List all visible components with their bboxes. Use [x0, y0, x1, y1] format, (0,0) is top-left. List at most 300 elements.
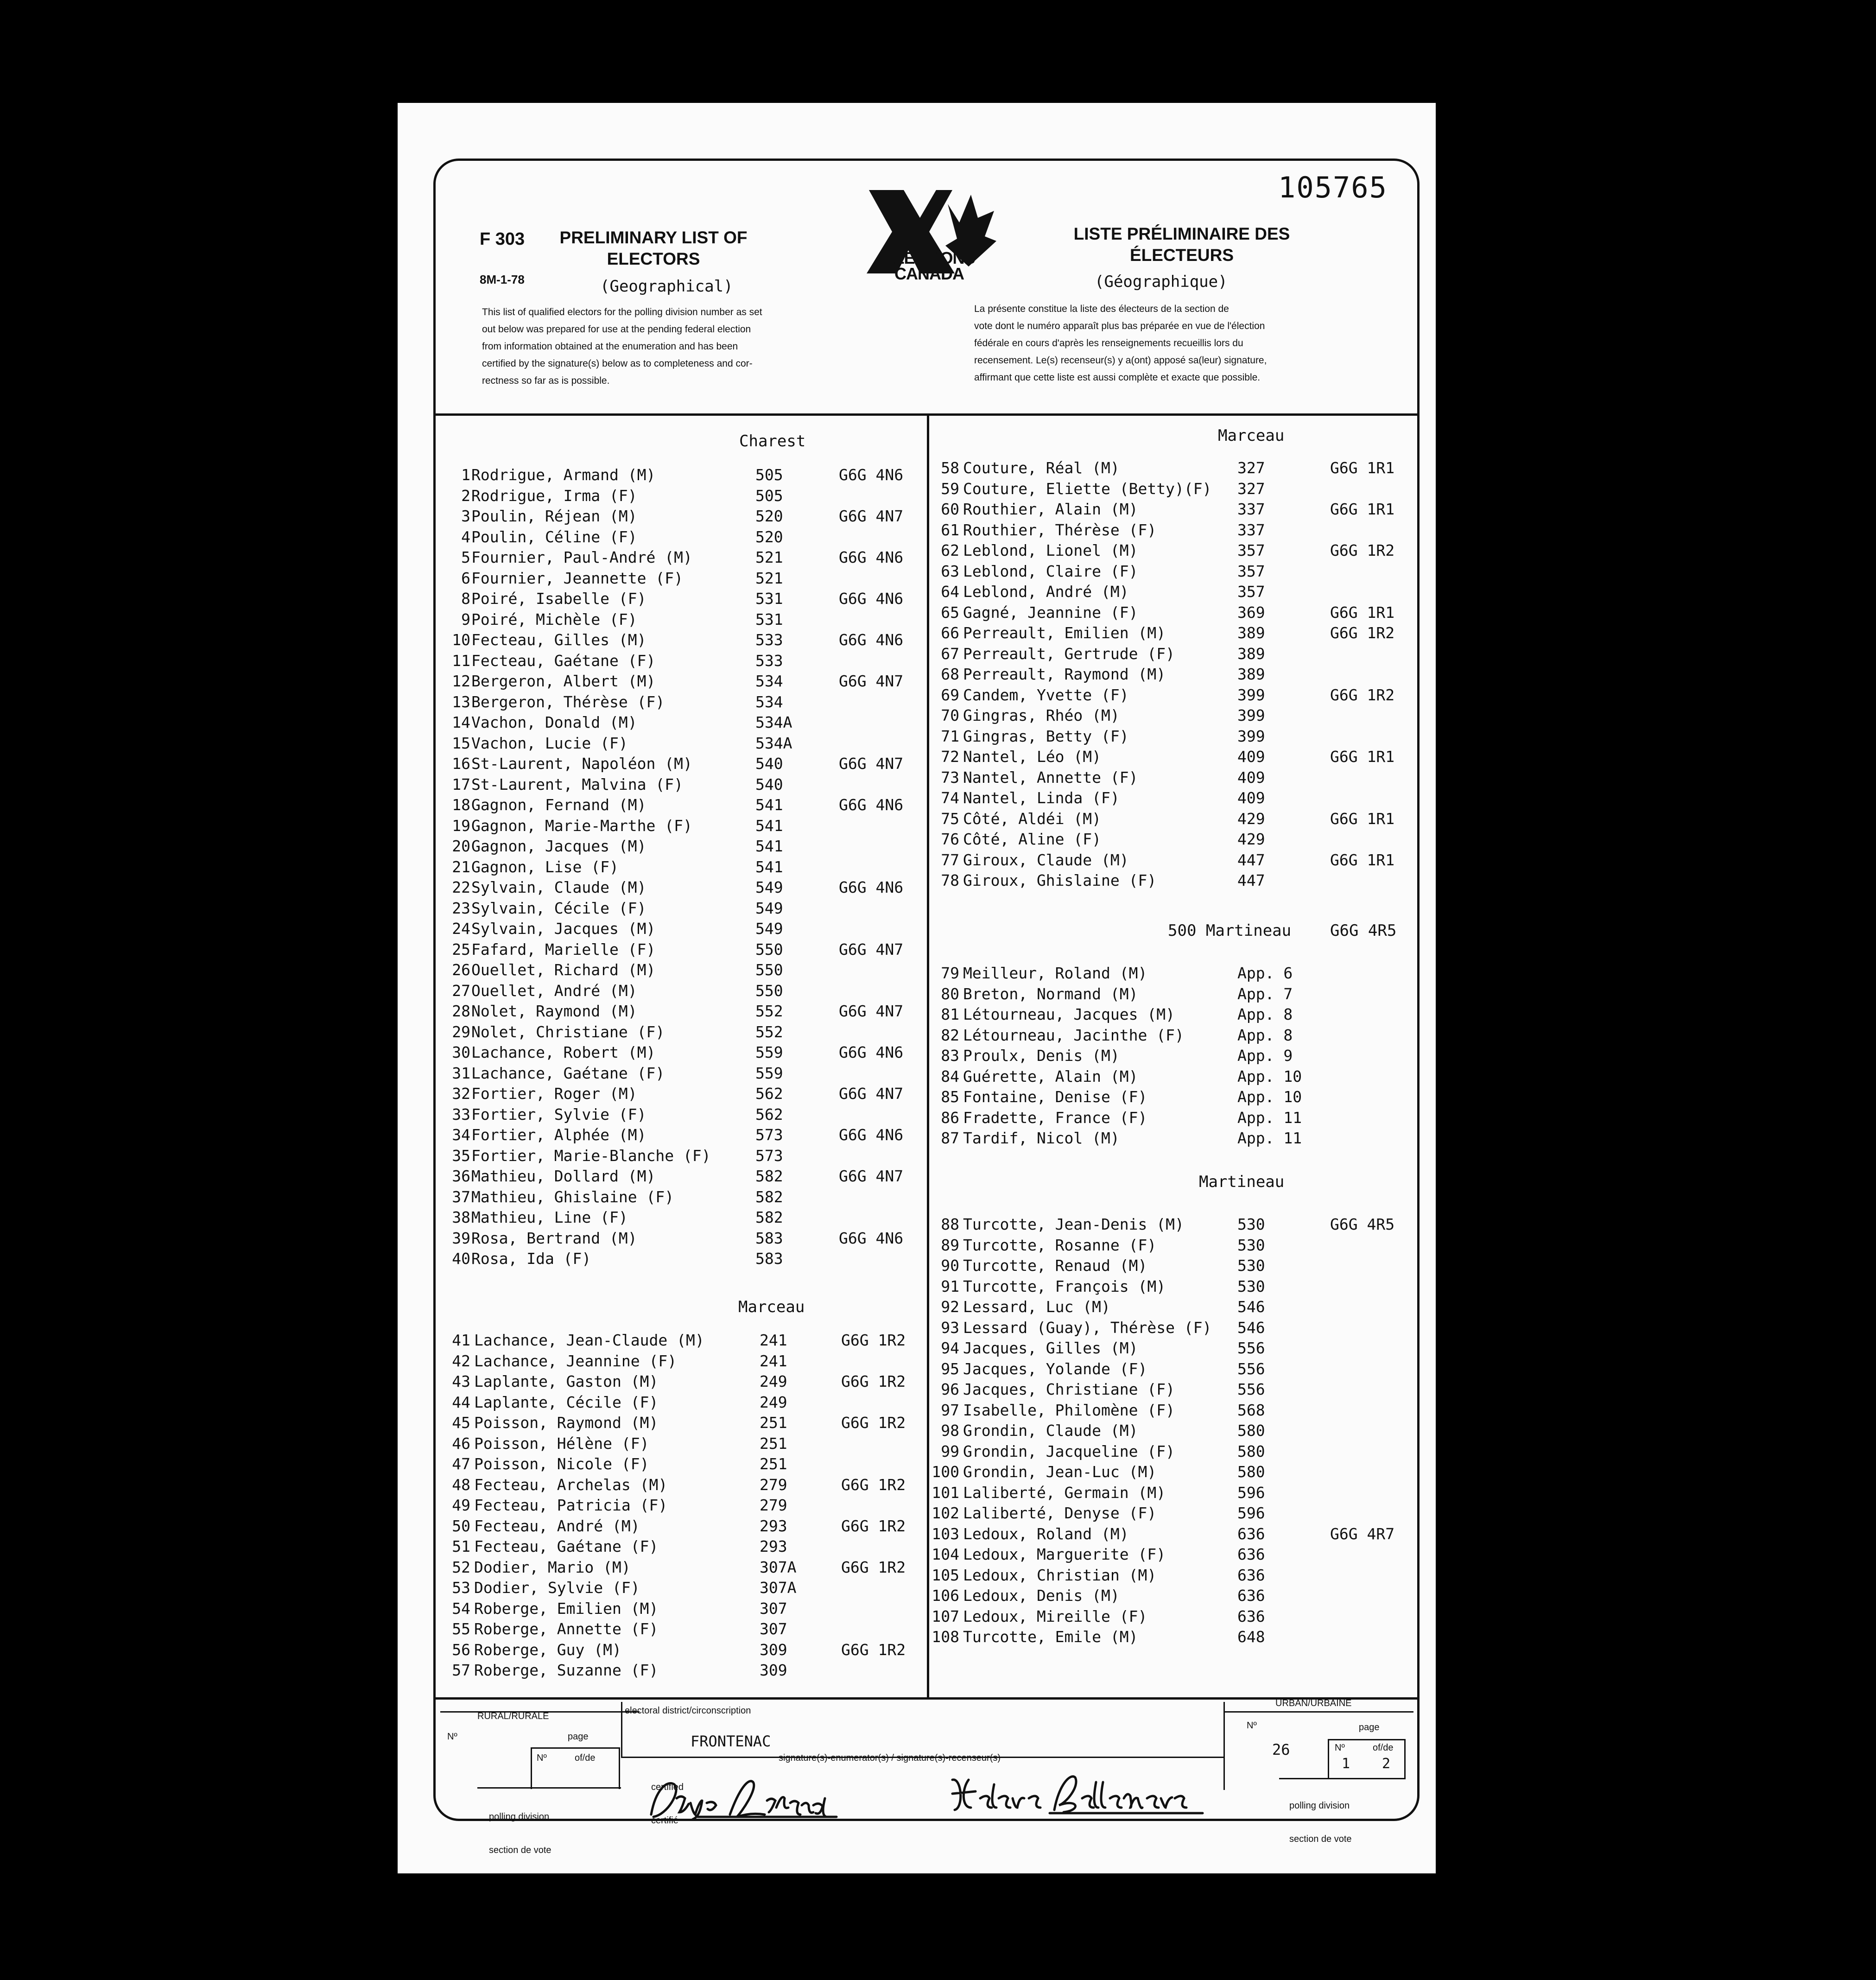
- urban-box-left: [1328, 1739, 1329, 1778]
- subtitle-fr: (Géographique): [1095, 273, 1228, 291]
- elector-postal-code: G6G 4N7: [839, 1167, 904, 1185]
- elector-row: [443, 1001, 925, 1022]
- urban-divider: [1223, 1702, 1225, 1790]
- elector-row: [443, 651, 925, 672]
- elector-number: 103: [932, 1524, 959, 1543]
- elector-name: Roberge, Guy (M): [474, 1640, 621, 1659]
- elector-postal-code: G6G 1R2: [841, 1414, 906, 1432]
- elector-row: [932, 520, 1413, 541]
- elector-number: 96: [941, 1380, 959, 1398]
- elector-name: Fournier, Jeannette (F): [471, 569, 683, 587]
- elector-row: [932, 1235, 1413, 1256]
- elector-row: [443, 1125, 925, 1146]
- elector-name: St-Laurent, Malvina (F): [471, 775, 683, 793]
- elector-postal-code: G6G 4N7: [839, 672, 904, 690]
- elector-number: 102: [932, 1504, 959, 1522]
- elector-row: [443, 919, 925, 939]
- elector-number: 104: [932, 1545, 959, 1563]
- elector-row: [443, 939, 925, 960]
- elector-postal-code: G6G 4N6: [839, 1126, 904, 1144]
- elector-name: Giroux, Claude (M): [963, 850, 1129, 869]
- elector-row: [932, 479, 1413, 500]
- elector-name: Laplante, Gaston (M): [474, 1372, 659, 1390]
- elector-name: Gingras, Betty (F): [963, 727, 1129, 745]
- signature-enumerator-2: [943, 1766, 1230, 1817]
- elector-address: 573: [755, 1146, 783, 1165]
- elector-postal-code: G6G 4N6: [839, 796, 904, 814]
- elector-row: [932, 1441, 1413, 1462]
- elector-number: 64: [941, 583, 959, 601]
- elector-name: Fortier, Roger (M): [471, 1085, 637, 1103]
- elector-address: 369: [1237, 603, 1265, 622]
- elector-row: [932, 1524, 1413, 1545]
- elector-row: [443, 1351, 925, 1372]
- elector-address: App. 10: [1237, 1067, 1302, 1085]
- elector-number: 48: [452, 1475, 470, 1494]
- elector-address: 573: [755, 1126, 783, 1144]
- elector-row: [932, 870, 1413, 891]
- elector-number: 85: [941, 1088, 959, 1106]
- subtitle-en: (Geographical): [600, 277, 733, 296]
- elector-name: Fecteau, Gaétane (F): [474, 1537, 659, 1555]
- title-fr: LISTE PRÉLIMINAIRE DES ÉLECTEURS: [1073, 224, 1290, 265]
- elector-row: [443, 795, 925, 816]
- elector-row: [443, 527, 925, 548]
- elector-address: 550: [755, 981, 783, 1000]
- elector-number: 39: [452, 1229, 470, 1247]
- elector-number: 17: [452, 775, 470, 793]
- elector-name: Fecteau, Gaétane (F): [471, 651, 656, 670]
- elector-row: [932, 1379, 1413, 1400]
- elector-address: App. 7: [1237, 984, 1293, 1003]
- elector-number: 75: [941, 809, 959, 828]
- elector-name: Nantel, Annette (F): [963, 768, 1138, 787]
- elector-number: 2: [461, 486, 470, 505]
- elector-address: 279: [760, 1496, 787, 1514]
- elector-address: 534: [755, 672, 783, 690]
- elector-row: [932, 747, 1413, 768]
- elector-name: Poisson, Hélène (F): [474, 1434, 649, 1453]
- elector-name: Côté, Aldéi (M): [963, 809, 1102, 828]
- elector-address: 429: [1237, 830, 1265, 848]
- elector-name: Roberge, Emilien (M): [474, 1599, 659, 1618]
- elector-name: Leblond, Claire (F): [963, 562, 1138, 580]
- elector-number: 84: [941, 1067, 959, 1085]
- elector-name: Fecteau, André (M): [474, 1517, 640, 1535]
- elector-postal-code: G6G 4N6: [839, 1229, 904, 1247]
- elector-row: [443, 1207, 925, 1228]
- elector-address: 409: [1237, 789, 1265, 807]
- rural-box-bottom: [477, 1787, 621, 1789]
- elector-number: 44: [452, 1393, 470, 1411]
- elector-address: 648: [1237, 1628, 1265, 1646]
- elector-number: 43: [452, 1372, 470, 1390]
- elector-name: Leblond, Lionel (M): [963, 541, 1138, 559]
- elector-row: [932, 768, 1413, 788]
- elector-name: Bergeron, Albert (M): [471, 672, 656, 690]
- elector-row: [932, 1359, 1413, 1380]
- elector-row: [932, 561, 1413, 582]
- urban-page-of-label: of/de: [1373, 1743, 1394, 1753]
- elector-address: 582: [755, 1187, 783, 1206]
- elector-number: 66: [941, 624, 959, 642]
- elector-address: 636: [1237, 1524, 1265, 1543]
- elector-row: [932, 1606, 1413, 1627]
- elector-row: [932, 963, 1413, 984]
- elector-row: [932, 1400, 1413, 1421]
- elector-name: Jacques, Christiane (F): [963, 1380, 1175, 1398]
- elector-name: Poiré, Michèle (F): [471, 610, 637, 628]
- electoral-district-label: electoral district/circonscription: [625, 1706, 751, 1716]
- elector-name: Gagné, Jeannine (F): [963, 603, 1138, 622]
- elector-number: 79: [941, 964, 959, 982]
- elector-row: [932, 1483, 1413, 1504]
- elector-address: 580: [1237, 1442, 1265, 1460]
- elector-name: Laliberté, Germain (M): [963, 1483, 1166, 1502]
- elector-number: 27: [452, 981, 470, 1000]
- district-divider: [621, 1702, 622, 1758]
- elector-row: [932, 1066, 1413, 1087]
- elector-name: Côté, Aline (F): [963, 830, 1102, 848]
- elector-number: 89: [941, 1236, 959, 1254]
- elector-name: Ledoux, Marguerite (F): [963, 1545, 1166, 1563]
- intro-fr: La présente constitue la liste des électeurs de la section de vote dont le numéro apparaît plus bas préparée en vue de l'élection fédérale en cours d'après les renseignements recueillis lors du recensement. Le(s) recenseur(s) y a(ont) apposé sa(leur) signature, affirmant que cette liste est aussi complète et exacte que possible.: [974, 304, 1267, 383]
- rural-page-no-label: Nº: [537, 1753, 547, 1763]
- elector-address: 580: [1237, 1422, 1265, 1440]
- certified-label: certified certifié: [651, 1782, 684, 1826]
- elector-address: 399: [1237, 727, 1265, 745]
- elector-name: Mathieu, Line (F): [471, 1208, 628, 1226]
- elector-address: 556: [1237, 1380, 1265, 1398]
- elector-postal-code: G6G 1R1: [1330, 850, 1395, 869]
- elector-number: 88: [941, 1215, 959, 1233]
- elector-name: Lessard, Luc (M): [963, 1298, 1110, 1316]
- elector-address: 337: [1237, 500, 1265, 518]
- elector-name: Fontaine, Denise (F): [963, 1088, 1147, 1106]
- elector-row: [443, 1330, 925, 1351]
- elector-name: Jacques, Yolande (F): [963, 1359, 1147, 1378]
- elector-address: 505: [755, 486, 783, 505]
- elector-number: 68: [941, 665, 959, 683]
- elector-number: 26: [452, 961, 470, 979]
- elector-number: 87: [941, 1129, 959, 1147]
- elector-number: 33: [452, 1105, 470, 1123]
- elector-name: Roberge, Annette (F): [474, 1620, 659, 1638]
- elector-name: Fafard, Marielle (F): [471, 940, 656, 958]
- elector-number: 35: [452, 1146, 470, 1165]
- elector-row: [932, 984, 1413, 1005]
- elector-number: 30: [452, 1043, 470, 1061]
- elector-postal-code: G6G 1R2: [841, 1558, 906, 1576]
- elector-number: 76: [941, 830, 959, 848]
- rural-label: RURAL/RURALE: [477, 1711, 549, 1721]
- elector-address: 546: [1237, 1298, 1265, 1316]
- elector-row: [932, 623, 1413, 644]
- elector-number: 92: [941, 1298, 959, 1316]
- elector-row: [443, 898, 925, 919]
- elector-number: 9: [461, 610, 470, 628]
- elector-postal-code: G6G 1R2: [1330, 624, 1395, 642]
- elector-row: [932, 1565, 1413, 1586]
- elector-number: 10: [452, 631, 470, 649]
- elector-row: [443, 981, 925, 1002]
- elector-name: Fortier, Sylvie (F): [471, 1105, 646, 1123]
- elector-number: 24: [452, 920, 470, 938]
- elector-address: 249: [760, 1372, 787, 1390]
- logo-text: ELECTIONS CANADA: [883, 248, 975, 283]
- elector-row: [443, 1084, 925, 1104]
- elector-name: Nolet, Raymond (M): [471, 1002, 637, 1020]
- elector-name: Fecteau, Gilles (M): [471, 631, 646, 649]
- elector-number: 21: [452, 857, 470, 876]
- footer-divider: [433, 1697, 1420, 1700]
- elector-name: Poulin, Céline (F): [471, 527, 637, 546]
- elector-address: 521: [755, 569, 783, 587]
- elector-name: St-Laurent, Napoléon (M): [471, 755, 692, 773]
- elector-address: 582: [755, 1167, 783, 1185]
- elector-row: [443, 774, 925, 795]
- urban-underline: [1223, 1711, 1413, 1713]
- elector-address: 293: [760, 1537, 787, 1555]
- elector-postal-code: G6G 1R2: [1330, 685, 1395, 704]
- elector-name: Lachance, Gaétane (F): [471, 1064, 665, 1082]
- elector-row: [443, 1619, 925, 1640]
- elector-number: 101: [932, 1483, 959, 1502]
- elector-number: 86: [941, 1108, 959, 1127]
- elector-row: [443, 547, 925, 568]
- rural-box-left: [531, 1747, 532, 1789]
- elector-address: 307: [760, 1620, 787, 1638]
- elector-address: 559: [755, 1064, 783, 1082]
- elector-name: Vachon, Lucie (F): [471, 734, 628, 752]
- elector-name: Nantel, Léo (M): [963, 748, 1102, 766]
- elector-row: [443, 568, 925, 589]
- section-heading-marceau-right: Marceau: [1218, 426, 1285, 445]
- elector-number: 71: [941, 727, 959, 745]
- elector-address: 337: [1237, 520, 1265, 539]
- elector-name: Vachon, Donald (M): [471, 713, 637, 731]
- elector-number: 69: [941, 685, 959, 704]
- elector-number: 46: [452, 1434, 470, 1453]
- elector-postal-code: G6G 1R2: [841, 1475, 906, 1494]
- elector-address: 327: [1237, 479, 1265, 498]
- elector-name: Turcotte, Renaud (M): [963, 1257, 1147, 1275]
- elector-list-charest: [443, 465, 925, 1269]
- elector-name: Laliberté, Denyse (F): [963, 1504, 1157, 1522]
- polling-division-value: 26: [1272, 1741, 1290, 1758]
- elector-number: 1: [461, 466, 470, 484]
- elector-row: [443, 1146, 925, 1167]
- elector-address: App. 11: [1237, 1129, 1302, 1147]
- urban-page-label: page: [1359, 1722, 1380, 1732]
- elector-postal-code: G6G 1R1: [1330, 459, 1395, 477]
- elector-address: 534: [755, 692, 783, 711]
- elector-number: 15: [452, 734, 470, 752]
- elector-name: Rosa, Ida (F): [471, 1250, 591, 1268]
- elector-address: 249: [760, 1393, 787, 1411]
- elector-address: 583: [755, 1229, 783, 1247]
- elector-address: 568: [1237, 1401, 1265, 1419]
- elector-address: 540: [755, 755, 783, 773]
- elector-name: Lachance, Jeannine (F): [474, 1352, 677, 1370]
- section-heading-martineau: Martineau: [1199, 1173, 1285, 1191]
- elector-number: 65: [941, 603, 959, 622]
- elector-row: [932, 1544, 1413, 1565]
- elector-number: 106: [932, 1587, 959, 1605]
- elector-name: Ledoux, Roland (M): [963, 1524, 1129, 1543]
- elector-number: 105: [932, 1566, 959, 1584]
- elector-name: Gagnon, Jacques (M): [471, 837, 646, 855]
- elector-number: 58: [941, 459, 959, 477]
- elector-address: 596: [1237, 1483, 1265, 1502]
- elector-row: [443, 960, 925, 981]
- elector-name: Isabelle, Philomène (F): [963, 1401, 1175, 1419]
- elector-postal-code: G6G 4R7: [1330, 1524, 1395, 1543]
- elector-postal-code: G6G 4N7: [839, 1085, 904, 1103]
- elector-number: 50: [452, 1517, 470, 1535]
- elector-row: [932, 829, 1413, 850]
- elector-number: 91: [941, 1277, 959, 1295]
- elector-address: 409: [1237, 768, 1265, 787]
- elector-row: [932, 1128, 1413, 1149]
- elector-address: 531: [755, 590, 783, 608]
- elector-address: App. 9: [1237, 1047, 1293, 1065]
- elector-name: Gagnon, Fernand (M): [471, 796, 646, 814]
- elector-name: Grondin, Jacqueline (F): [963, 1442, 1175, 1460]
- elector-number: 63: [941, 562, 959, 580]
- elector-row: [443, 712, 925, 733]
- elector-name: Mathieu, Dollard (M): [471, 1167, 656, 1185]
- elector-number: 32: [452, 1085, 470, 1103]
- elector-row: [932, 850, 1413, 871]
- elector-row: [443, 1371, 925, 1392]
- elector-name: Gingras, Rhéo (M): [963, 706, 1120, 724]
- elector-address: 357: [1237, 541, 1265, 559]
- elector-name: Leblond, André (M): [963, 583, 1129, 601]
- elector-address: 307A: [760, 1558, 797, 1576]
- elector-name: Nolet, Christiane (F): [471, 1022, 665, 1041]
- elector-number: 77: [941, 850, 959, 869]
- elector-number: 95: [941, 1359, 959, 1378]
- elector-address: 389: [1237, 665, 1265, 683]
- elector-row: [443, 630, 925, 651]
- elector-name: Ledoux, Denis (M): [963, 1587, 1120, 1605]
- elector-row: [932, 788, 1413, 809]
- elector-name: Guérette, Alain (M): [963, 1067, 1138, 1085]
- elector-address: 279: [760, 1475, 787, 1494]
- elector-address: 562: [755, 1105, 783, 1123]
- elector-row: [443, 692, 925, 713]
- elector-name: Turcotte, François (M): [963, 1277, 1166, 1295]
- elector-address: 429: [1237, 809, 1265, 828]
- elector-number: 41: [452, 1331, 470, 1349]
- polling-division-label-right: polling division section de vote: [1289, 1801, 1352, 1844]
- elector-address: 596: [1237, 1504, 1265, 1522]
- elector-address: 251: [760, 1414, 787, 1432]
- elector-row: [443, 1516, 925, 1537]
- elector-address: 251: [760, 1434, 787, 1453]
- elector-number: 12: [452, 672, 470, 690]
- elector-address: 559: [755, 1043, 783, 1061]
- elector-row: [932, 705, 1413, 726]
- elector-postal-code: G6G 1R2: [1330, 541, 1395, 559]
- elector-number: 97: [941, 1401, 959, 1419]
- elector-address: 540: [755, 775, 783, 793]
- elector-number: 11: [452, 651, 470, 670]
- elector-number: 93: [941, 1318, 959, 1337]
- elector-row: [932, 540, 1413, 561]
- elector-number: 99: [941, 1442, 959, 1460]
- elector-name: Bergeron, Thérèse (F): [471, 692, 665, 711]
- rural-page-of-label: of/de: [575, 1753, 596, 1763]
- elector-name: Sylvain, Claude (M): [471, 878, 646, 896]
- elector-address: 546: [1237, 1318, 1265, 1337]
- elector-name: Roberge, Suzanne (F): [474, 1661, 659, 1679]
- elector-row: [932, 582, 1413, 603]
- elector-address: 541: [755, 837, 783, 855]
- elector-name: Perreault, Raymond (M): [963, 665, 1166, 683]
- elector-postal-code: G6G 4N6: [839, 631, 904, 649]
- elector-name: Ledoux, Mireille (F): [963, 1607, 1147, 1625]
- elector-number: 29: [452, 1022, 470, 1041]
- elector-name: Lessard (Guay), Thérèse (F): [963, 1318, 1212, 1337]
- section-heading-500-martineau: 500 Martineau: [1168, 921, 1292, 940]
- elector-name: Rodrigue, Irma (F): [471, 486, 637, 505]
- elector-list-500-martineau: [932, 963, 1413, 1149]
- elector-address: App. 8: [1237, 1026, 1293, 1044]
- elector-name: Laplante, Cécile (F): [474, 1393, 659, 1411]
- elector-address: 309: [760, 1661, 787, 1679]
- elector-address: 357: [1237, 583, 1265, 601]
- elector-number: 55: [452, 1620, 470, 1638]
- elector-number: 47: [452, 1455, 470, 1473]
- elector-name: Proulx, Denis (M): [963, 1047, 1120, 1065]
- elector-name: Routhier, Thérèse (F): [963, 520, 1157, 539]
- elector-name: Dodier, Sylvie (F): [474, 1579, 640, 1597]
- elector-address: 582: [755, 1208, 783, 1226]
- elector-postal-code: G6G 4N6: [839, 878, 904, 896]
- elector-number: 53: [452, 1579, 470, 1597]
- elector-row: [443, 1475, 925, 1496]
- elector-number: 60: [941, 500, 959, 518]
- elector-name: Lachance, Jean-Claude (M): [474, 1331, 704, 1349]
- elector-number: 42: [452, 1352, 470, 1370]
- elector-name: Ledoux, Christian (M): [963, 1566, 1157, 1584]
- signature-enumerator-1: [642, 1771, 883, 1821]
- urban-label: URBAN/URBAINE: [1275, 1698, 1352, 1708]
- rural-page-label: page: [568, 1732, 589, 1742]
- elector-row: [443, 1660, 925, 1681]
- elector-address: 541: [755, 857, 783, 876]
- elector-name: Dodier, Mario (M): [474, 1558, 631, 1576]
- elector-address: App. 6: [1237, 964, 1293, 982]
- section-heading-charest: Charest: [739, 432, 806, 451]
- elector-name: Perreault, Gertrude (F): [963, 644, 1175, 663]
- elector-name: Sylvain, Cécile (F): [471, 899, 646, 917]
- elector-name: Nantel, Linda (F): [963, 789, 1120, 807]
- elector-address: 399: [1237, 685, 1265, 704]
- elector-postal-code: G6G 4N6: [839, 1043, 904, 1061]
- elector-name: Lachance, Robert (M): [471, 1043, 656, 1061]
- elector-row: [932, 458, 1413, 479]
- urban-no-label: Nº: [1247, 1720, 1257, 1731]
- elector-address: 389: [1237, 644, 1265, 663]
- elector-row: [443, 1063, 925, 1084]
- elector-list-marceau-right: [932, 458, 1413, 891]
- elector-row: [443, 671, 925, 692]
- elector-row: [443, 1557, 925, 1578]
- electoral-district-value: FRONTENAC: [691, 1732, 771, 1750]
